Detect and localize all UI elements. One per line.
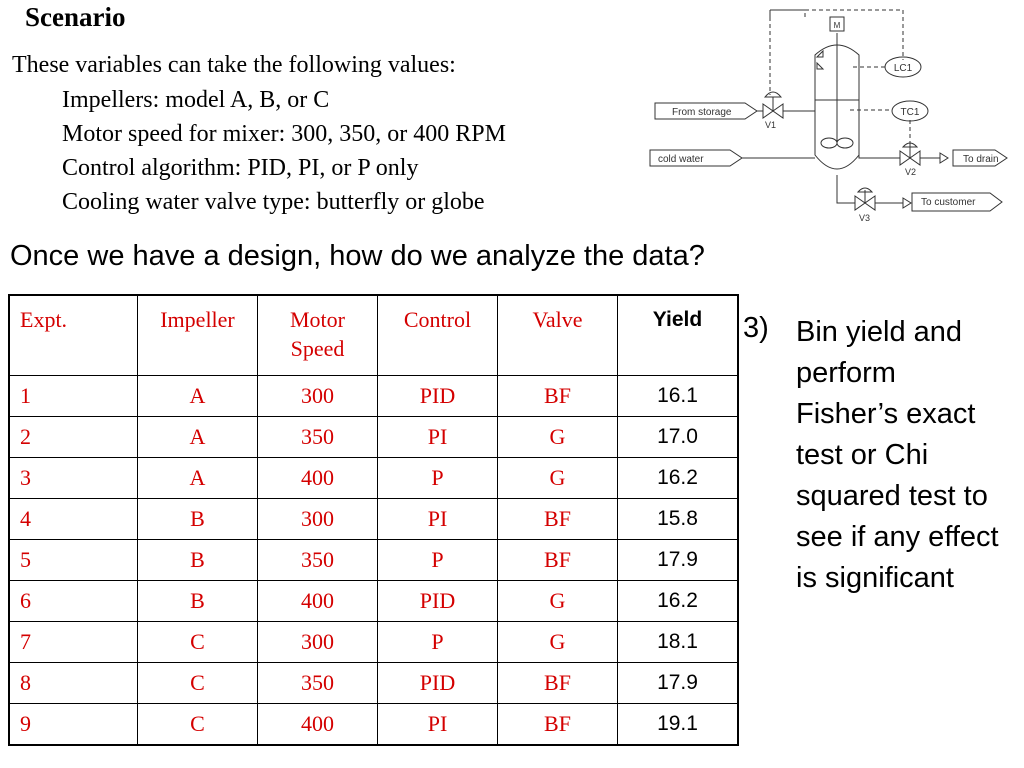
intro-text: These variables can take the following values: — [12, 52, 456, 78]
motor-label: M — [833, 21, 841, 30]
cell-valve: G — [498, 417, 618, 458]
table-row — [9, 458, 738, 499]
cell-impeller: B — [138, 581, 258, 622]
cell-control: PID — [378, 581, 498, 622]
from-storage-label: From storage — [672, 107, 732, 118]
header-motor-line2: Speed — [290, 336, 345, 361]
header-valve: Valve — [498, 295, 618, 376]
cell-control: P — [378, 458, 498, 499]
cell-yield: 15.8 — [618, 499, 739, 540]
header-expt: Expt. — [9, 295, 138, 376]
cell-impeller: C — [138, 622, 258, 663]
cell-impeller: A — [138, 376, 258, 417]
cell-control: P — [378, 622, 498, 663]
cell-control: PI — [378, 417, 498, 458]
process-diagram — [645, 5, 1010, 233]
cell-valve: G — [498, 458, 618, 499]
cell-valve: BF — [498, 704, 618, 746]
cell-expt: 8 — [9, 663, 138, 704]
cell-expt: 3 — [9, 458, 138, 499]
table-row — [9, 499, 738, 540]
experiment-table — [8, 294, 739, 746]
cell-yield: 18.1 — [618, 622, 739, 663]
v3-label: V3 — [859, 213, 871, 223]
cell-yield: 16.2 — [618, 458, 739, 499]
cell-motor-speed: 300 — [258, 499, 378, 540]
cell-yield: 19.1 — [618, 704, 739, 746]
cell-yield: 16.1 — [618, 376, 739, 417]
variable-control: Control algorithm: PID, PI, or P only — [62, 155, 419, 181]
header-control: Control — [378, 295, 498, 376]
v2-label: V2 — [905, 167, 917, 177]
step-number: 3) — [743, 312, 769, 344]
table-row — [9, 417, 738, 458]
cell-motor-speed: 400 — [258, 581, 378, 622]
lc1-label: LC1 — [893, 63, 913, 74]
cell-impeller: A — [138, 458, 258, 499]
cell-impeller: B — [138, 499, 258, 540]
cell-motor-speed: 300 — [258, 622, 378, 663]
cell-valve: G — [498, 581, 618, 622]
cell-impeller: A — [138, 417, 258, 458]
table-row — [9, 376, 738, 417]
cell-motor-speed: 350 — [258, 663, 378, 704]
cell-valve: G — [498, 622, 618, 663]
cell-motor-speed: 300 — [258, 376, 378, 417]
to-drain-label: To drain — [963, 154, 999, 165]
cell-impeller: B — [138, 540, 258, 581]
cell-yield: 17.0 — [618, 417, 739, 458]
cell-control: PID — [378, 663, 498, 704]
cell-motor-speed: 400 — [258, 704, 378, 746]
cell-expt: 5 — [9, 540, 138, 581]
variable-valve: Cooling water valve type: butterfly or globe — [62, 189, 485, 215]
tc1-label: TC1 — [900, 107, 920, 118]
variable-motor-speed: Motor speed for mixer: 300, 350, or 400 RPM — [62, 121, 506, 147]
step-text: Bin yield and perform Fisher’s exact test or Chi squared test to see if any effect is significant — [796, 316, 999, 594]
table-row — [9, 704, 738, 746]
cold-water-label: cold water — [658, 154, 704, 165]
slide-title: Scenario — [25, 2, 126, 32]
cell-yield: 17.9 — [618, 540, 739, 581]
table-row — [9, 622, 738, 663]
cell-impeller: C — [138, 704, 258, 746]
cell-motor-speed: 400 — [258, 458, 378, 499]
cell-expt: 4 — [9, 499, 138, 540]
cell-expt: 6 — [9, 581, 138, 622]
cell-expt: 9 — [9, 704, 138, 746]
cell-motor-speed: 350 — [258, 540, 378, 581]
cell-control: PI — [378, 499, 498, 540]
cell-control: PID — [378, 376, 498, 417]
table-row — [9, 663, 738, 704]
header-motor-speed — [258, 295, 378, 376]
v1-label: V1 — [765, 120, 777, 130]
cell-impeller: C — [138, 663, 258, 704]
cell-yield: 16.2 — [618, 581, 739, 622]
cell-valve: BF — [498, 663, 618, 704]
table-row — [9, 540, 738, 581]
cell-control: P — [378, 540, 498, 581]
table-row — [9, 581, 738, 622]
header-impeller: Impeller — [138, 295, 258, 376]
header-yield: Yield — [618, 295, 739, 376]
variable-impellers: Impellers: model A, B, or C — [62, 87, 330, 113]
cell-valve: BF — [498, 499, 618, 540]
table-header-row — [9, 295, 738, 376]
to-customer-label: To customer — [921, 197, 976, 208]
analysis-question: Once we have a design, how do we analyze the data? — [10, 240, 705, 272]
cell-expt: 2 — [9, 417, 138, 458]
cell-motor-speed: 350 — [258, 417, 378, 458]
cell-valve: BF — [498, 540, 618, 581]
cell-valve: BF — [498, 376, 618, 417]
cell-yield: 17.9 — [618, 663, 739, 704]
cell-expt: 7 — [9, 622, 138, 663]
header-motor-line1: Motor — [290, 307, 345, 332]
cell-expt: 1 — [9, 376, 138, 417]
cell-control: PI — [378, 704, 498, 746]
